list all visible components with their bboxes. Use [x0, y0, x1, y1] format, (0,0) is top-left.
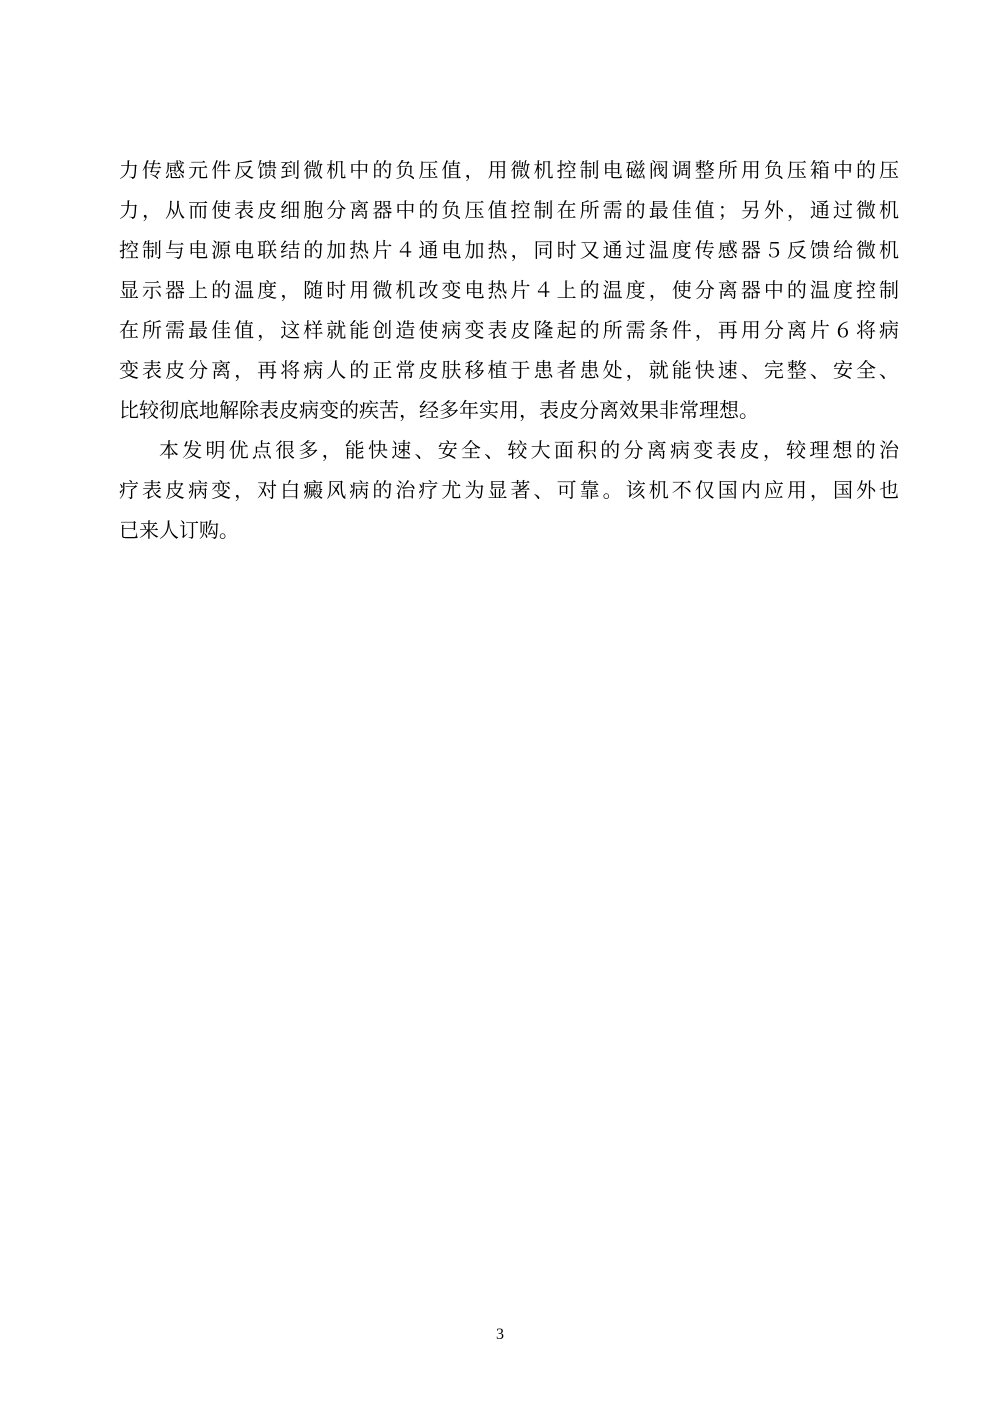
page-number: 3 — [496, 1326, 504, 1343]
text-line: 变表皮分离，再将病人的正常皮肤移植于患者患处，就能快速、完整、安全、 — [119, 358, 899, 382]
text-line: 力，从而使表皮细胞分离器中的负压值控制在所需的最佳值；另外，通过微机 — [119, 198, 899, 222]
text-line: 显示器上的温度，随时用微机改变电热片４上的温度，使分离器中的温度控制 — [119, 278, 899, 302]
body-text — [119, 150, 899, 550]
text-line: 比较彻底地解除表皮病变的疾苦，经多年实用，表皮分离效果非常理想。 — [119, 398, 759, 422]
text-line: 疗表皮病变，对白癜风病的治疗尤为显著、可靠。该机不仅国内应用，国外也 — [119, 478, 899, 502]
text-line: 控制与电源电联结的加热片４通电加热，同时又通过温度传感器５反馈给微机 — [119, 238, 899, 262]
text-line: 力传感元件反馈到微机中的负压值，用微机控制电磁阀调整所用负压箱中的压 — [119, 158, 899, 182]
text-line: 已来人订购。 — [119, 518, 239, 542]
paragraph-2 — [119, 430, 899, 550]
paragraph-1 — [119, 150, 899, 430]
text-line: 本发明优点很多，能快速、安全、较大面积的分离病变表皮，较理想的治 — [159, 438, 899, 462]
text-line: 在所需最佳值，这样就能创造使病变表皮隆起的所需条件，再用分离片６将病 — [119, 318, 899, 342]
